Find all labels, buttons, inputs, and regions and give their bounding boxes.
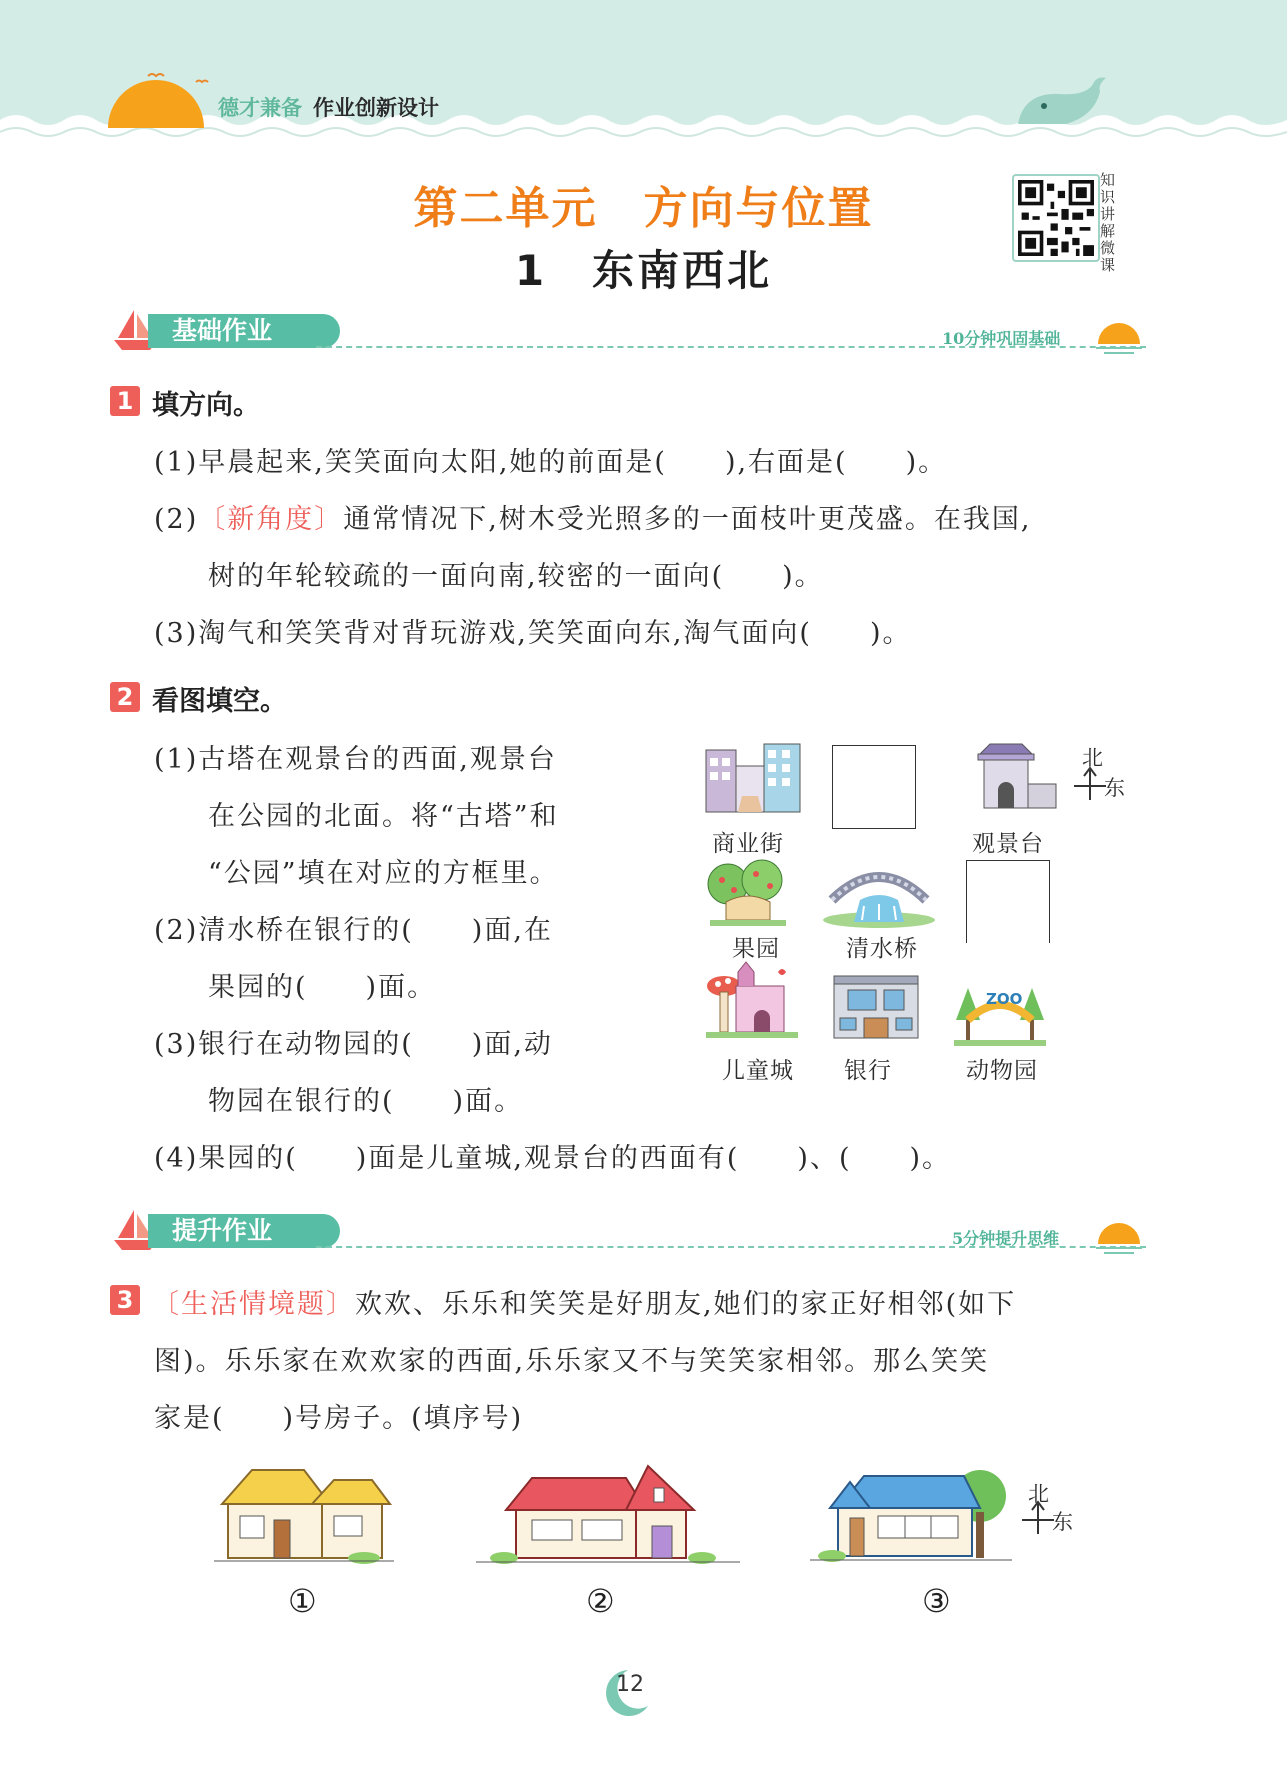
brand-colored: 德才兼备 xyxy=(218,96,302,120)
house-3-icon xyxy=(810,1456,1012,1566)
compass-north-label: 北 xyxy=(1028,1482,1049,1506)
question-line: (4)果园的( )面是儿童城,观景台的西面有( )、( )。 xyxy=(154,1143,952,1174)
sun-icon xyxy=(1092,1216,1146,1256)
compass-icon xyxy=(1020,1500,1056,1536)
map-label-bank: 银行 xyxy=(844,1058,892,1084)
whale-icon xyxy=(1010,74,1110,130)
house-number-2: ② xyxy=(586,1582,615,1620)
compass-north-label: 北 xyxy=(1082,746,1103,770)
qr-code-icon xyxy=(1018,180,1094,256)
map-label-zoo: 动物园 xyxy=(966,1058,1038,1084)
map-label-orchard: 果园 xyxy=(732,936,780,962)
question-line: 果园的( )面。 xyxy=(208,972,437,1003)
house-number-3: ③ xyxy=(922,1582,951,1620)
map-label-kids-castle: 儿童城 xyxy=(722,1058,794,1084)
brand-plain: 作业创新设计 xyxy=(313,96,439,120)
zoo-sign: ZOO xyxy=(986,990,1023,1008)
question-line: 家是( )号房子。(填序号) xyxy=(154,1403,524,1434)
section-label-basic: 基础作业 xyxy=(148,314,340,348)
map-label-observation-deck: 观景台 xyxy=(972,831,1044,857)
question-number: 2 xyxy=(110,682,140,712)
compass-icon xyxy=(1072,766,1108,802)
page-number: 12 xyxy=(616,1672,644,1697)
bank-icon xyxy=(828,972,924,1042)
question-line: 在公园的北面。将“古塔”和 xyxy=(208,801,559,832)
section-time-basic: 10分钟巩固基础 xyxy=(942,329,1061,348)
sun-icon xyxy=(100,62,210,132)
question-line: 树的年轮较疏的一面向南,较密的一面向( )。 xyxy=(208,561,824,592)
question-line xyxy=(152,1282,1016,1321)
sun-icon xyxy=(1092,316,1146,356)
map-label-shopping-street: 商业街 xyxy=(712,831,784,857)
zoo-icon xyxy=(954,980,1046,1046)
bridge-icon xyxy=(820,860,938,928)
section-time-advanced: 5分钟提升思维 xyxy=(952,1229,1060,1248)
compass-east-label: 东 xyxy=(1104,776,1125,800)
question-title: 填方向。 xyxy=(152,390,260,421)
answer-box-top[interactable] xyxy=(832,745,916,829)
compass-east-label: 东 xyxy=(1052,1510,1073,1534)
section-label-advanced: 提升作业 xyxy=(148,1214,340,1248)
observation-deck-icon xyxy=(966,740,1060,812)
question-line: (2)清水桥在银行的( )面,在 xyxy=(154,915,553,946)
question-line: (1)古塔在观景台的西面,观景台 xyxy=(154,744,557,775)
question-line: 物园在银行的( )面。 xyxy=(208,1086,524,1117)
answer-box-right[interactable] xyxy=(966,860,1050,943)
question-number: 1 xyxy=(110,386,140,416)
shopping-street-icon xyxy=(702,740,806,818)
qr-frame[interactable] xyxy=(1012,174,1100,262)
new-angle-tag: 〔新角度〕 xyxy=(198,504,344,535)
question-line: (3)银行在动物园的( )面,动 xyxy=(154,1029,553,1060)
question-title: 看图填空。 xyxy=(152,686,287,717)
sub-question-number: (2) xyxy=(154,504,199,535)
question-line: “公园”填在对应的方框里。 xyxy=(208,858,559,889)
lesson-title: 1 东南西北 xyxy=(514,246,773,295)
question-number: 3 xyxy=(110,1285,140,1315)
qr-label: 知识讲解微课 xyxy=(1100,171,1116,274)
question-line xyxy=(154,497,1031,536)
question-text: 欢欢、乐乐和笑笑是好朋友,她们的家正好相邻(如下 xyxy=(355,1289,1017,1320)
unit-title: 第二单元 方向与位置 xyxy=(413,183,874,234)
map-label-bridge: 清水桥 xyxy=(846,936,918,962)
question-line: 图)。乐乐家在欢欢家的西面,乐乐家又不与笑笑家相邻。那么笑笑 xyxy=(154,1346,990,1377)
question-line: (1)早晨起来,笑笑面向太阳,她的前面是( ),右面是( )。 xyxy=(154,447,948,478)
orchard-icon xyxy=(704,858,790,928)
question-text: 通常情况下,树木受光照多的一面枝叶更茂盛。在我国, xyxy=(343,504,1032,535)
question-line: (3)淘气和笑笑背对背玩游戏,笑笑面向东,淘气面向( )。 xyxy=(154,618,912,649)
house-2-icon xyxy=(476,1460,740,1566)
house-1-icon xyxy=(214,1460,394,1564)
house-number-1: ① xyxy=(288,1582,317,1620)
kids-castle-icon xyxy=(704,960,800,1040)
life-scenario-tag: 〔生活情境题〕 xyxy=(152,1289,355,1320)
